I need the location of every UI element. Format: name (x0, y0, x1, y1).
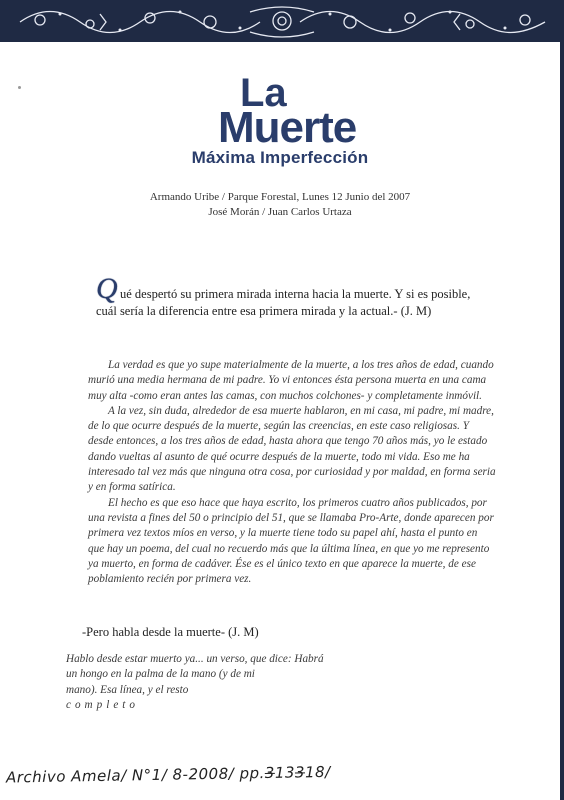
floral-ornament-icon (0, 0, 564, 42)
credits-line-1: Armando Uribe / Parque Forestal, Lunes 12 Junio del 2007 (149, 191, 411, 203)
decorative-banner (0, 0, 564, 42)
scan-speck (18, 86, 21, 89)
logo-word-muerte: Muerte (218, 103, 357, 152)
subtitle: Máxima Imperfección (191, 148, 369, 167)
drop-cap: Q (96, 272, 118, 305)
interview-question: ué despertó su primera mirada interna hacia la muerte. Y si es posible, cuál sería la diferencia entre esa primera mirada y la actual.- (J. M) (96, 287, 471, 318)
la-muerte-logo (218, 72, 398, 152)
excerpt-line: un hongo en la palma de la mano (y de mi (66, 668, 255, 681)
answer-paragraph: La verdad es que yo supe materialmente de la muerte, a los tres años de edad, cuando murió una media hermana de mi padre. Yo vi entonces ésta persona muerta en una cama muy alta -como eran antes las camas, con muchos colchones- y completamente inmóvil. (88, 359, 494, 402)
excerpt-line: Hablo desde estar muerto ya... un verso, que dice: Habrá (66, 653, 324, 665)
excerpt-line: mano). Esa línea, y el resto (66, 683, 189, 696)
note-part: Archivo Amela/ N°1/ 8-2008/ pp. (5, 764, 265, 787)
handwritten-archive-note (6, 759, 526, 786)
note-struck: 3 (264, 763, 276, 783)
note-struck: 3 (294, 763, 306, 782)
excerpt-line: completo (66, 698, 140, 711)
interview-answer (88, 358, 496, 587)
answer-paragraph: El hecho es que eso hace que haya escrito, los primeros cuatro años publicados, por una revista a fines del 50 o principio del 51, que se llamaba Pro-Arte, donde aparecen por primera vez textos míos en verso, y la muerte tiene todo su papel ahí, hasta el punto en que hay un poema, del cual no recuerdo más que la última línea, en que yo me represento ya muerto, en forma de cadáver. Ése es el único texto en que aparece la muerte, de ese poblamiento recién por primera vez. (88, 496, 494, 586)
interview-question-2: -Pero habla desde la muerte- (J. M) (82, 625, 259, 639)
answer-excerpt (66, 652, 426, 713)
answer-paragraph: A la vez, sin duda, alrededor de esa muerte hablaron, en mi casa, mi padre, mi madre, de lo que ocurre después de la muerte, según las creencias, en este caso religiosas. Y desde entonces, a los tres años de edad, hasta ahora que tengo 70 años más, yo le estado dando vueltas al asunto de qué ocurre después de la muerte, todo mi vida. Eso me ha interesado tal vez más que ninguna otra cosa, por curiosidad y por maldad, en forma seria y en forma satírica. (88, 404, 496, 494)
page-edge (560, 0, 564, 800)
note-part: 18/ (304, 762, 331, 782)
credits-line-2: José Morán / Juan Carlos Urtaza (208, 206, 352, 218)
note-part: 13 (274, 763, 296, 782)
credits (80, 190, 480, 220)
logo-word-la: La (240, 72, 287, 115)
